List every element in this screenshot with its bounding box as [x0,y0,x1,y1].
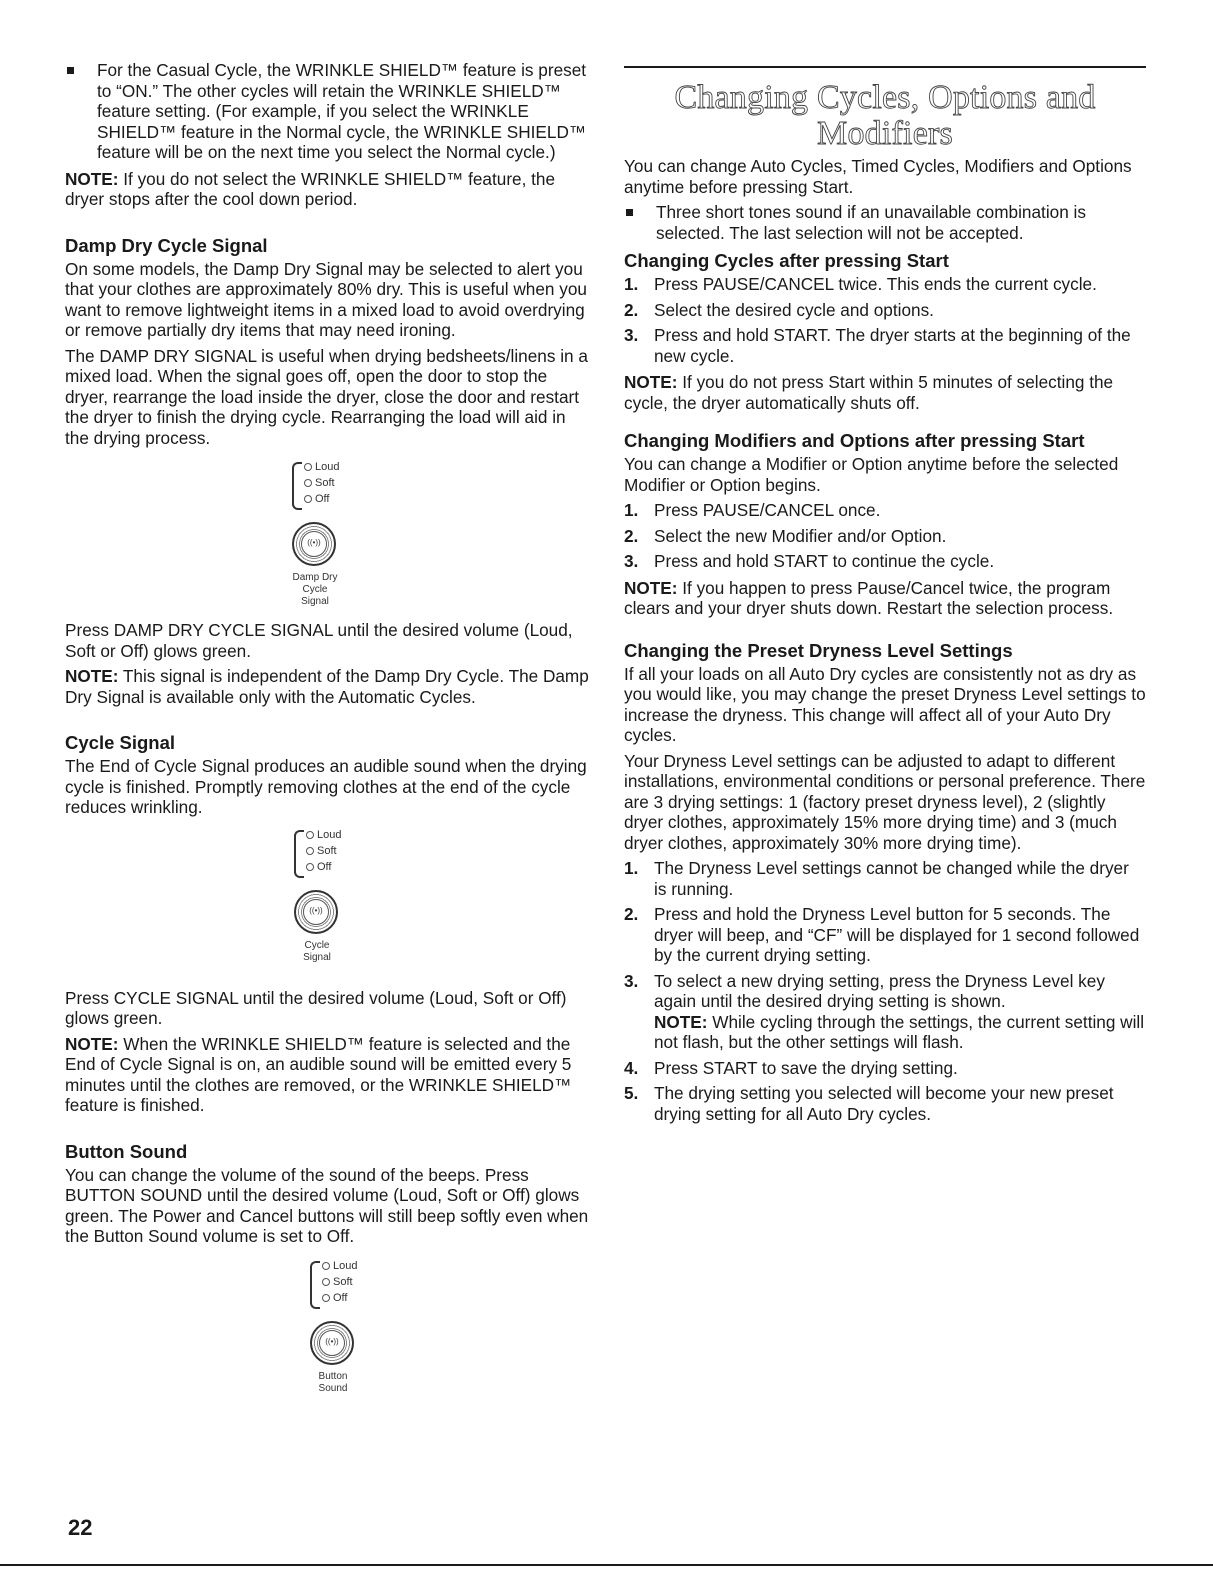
intro-bullet: For the Casual Cycle, the WRINKLE SHIELD™ feature is preset to “ON.” The other cycles will retain the WRINKLE SHIELD™ feature setting. (For example, if you select the WRINKLE SHIELD™ feature in the Normal cycle, the WRINKLE SHIELD™ feature will be on the next time you select the Normal cycle.) [65,60,590,163]
soft-indicator: Soft [306,844,337,859]
figure-caption: Cycle Signal [303,939,331,963]
after-start-heading: Changing Cycles after pressing Start [624,250,949,271]
step-item: 3. Press and hold START. The dryer starts at the beginning of the new cycle. [624,325,1131,366]
led-icon [304,495,312,503]
dryness-steps [624,858,1146,1124]
damp-dry-note: NOTE: This signal is independent of the Damp Dry Cycle. The Damp Dry Signal is available only with the Automatic Cycles. [65,666,589,707]
after-start-note: NOTE: If you do not press Start within 5 minutes of selecting the cycle, the dryer automatically shuts off. [624,372,1114,413]
loud-indicator: Loud [322,1259,357,1274]
cycle-signal-paragraph-1: The End of Cycle Signal produces an audible sound when the drying cycle is finished. Promptly removing clothes at the end of the cycle reduces wrinkling. [65,756,587,817]
led-icon [306,863,314,871]
damp-dry-paragraph-2: The DAMP DRY SIGNAL is useful when drying bedsheets/linens in a mixed load. When the signal goes off, open the door to stop the dryer, rearrange the load inside the dryer, close the door and restart the dryer to finish the drying cycle. Rearranging the load will aid in the drying process. [65,345,588,448]
modifiers-heading: Changing Modifiers and Options after pressing Start [624,430,1085,451]
cycle-signal-note: NOTE: When the WRINKLE SHIELD™ feature is selected and the End of Cycle Signal is on, an audible sound will be emitted every 5 minutes until the clothes are removed, or the WRINKLE SHIELD™ feature is finished. [65,1033,572,1115]
cycle-signal-paragraph-2: Press CYCLE SIGNAL until the desired volume (Loud, Soft or Off) glows green. [65,987,567,1028]
note-text: If you do not select the WRINKLE SHIELD™ feature, the dryer stops after the cool down period. [65,168,556,209]
damp-dry-paragraph-3: Press DAMP DRY CYCLE SIGNAL until the desired volume (Loud, Soft or Off) glows green. [65,620,573,661]
step-item: 4. Press START to save the drying setting. [624,1057,958,1078]
soft-indicator: Soft [304,476,335,491]
step-item: 2. Press and hold the Dryness Level button for 5 seconds. The dryer will beep, and “CF” will be displayed for 1 second followed by the current drying setting. [624,904,1140,965]
dryness-paragraph-2: Your Dryness Level settings can be adjusted to adapt to different installations, environmental conditions or personal preference. There are 3 drying settings: 1 (factory preset dryness level), 2 (slightly dryer clothes, approximately 15% more drying time) and 3 (much dryer clothes, approximately 30% more drying time). [624,750,1146,853]
right-column [624,60,1146,1130]
led-icon [304,463,312,471]
step-item: 3. To select a new drying setting, press the Dryness Level key again until the desired drying setting is shown. NOTE: While cycling through the settings, the current setting will not flash, but the other settings will flash. [624,970,1145,1052]
after-start-steps [624,274,1146,366]
bottom-rule [0,1564,1213,1566]
intro-note [65,169,590,210]
modifiers-note: NOTE: If you happen to press Pause/Cancel twice, the program clears and your dryer shuts down. Restart the selection process. [624,577,1114,618]
bracket-icon [292,462,302,510]
modifiers-paragraph: You can change a Modifier or Option anytime before the selected Modifier or Option begins. [624,454,1119,495]
figure-caption: Damp Dry Cycle Signal [292,572,338,607]
step-item: 2. Select the desired cycle and options. [624,299,934,320]
step-item: 2. Select the new Modifier and/or Option. [624,525,947,546]
loud-indicator: Loud [306,828,341,843]
button-sound-heading: Button Sound [65,1140,188,1162]
page-number: 22 [68,1515,93,1540]
step-item: 1. Press PAUSE/CANCEL twice. This ends the current cycle. [624,274,1097,294]
left-column [65,60,590,1419]
bracket-icon [310,1261,320,1309]
led-icon [304,479,312,487]
sound-button-icon: ((•)) [292,522,336,566]
led-icon [306,847,314,855]
figure-caption: Button Sound [318,1370,348,1394]
sound-button-icon: ((•)) [294,890,338,934]
intro-bullet-list [65,60,590,163]
step-item: 1. The Dryness Level settings cannot be changed while the dryer is running. [624,858,1129,899]
led-icon [322,1278,330,1286]
top-rule [624,66,1146,68]
soft-indicator: Soft [322,1275,353,1290]
damp-dry-heading: Damp Dry Cycle Signal [65,234,268,256]
loud-indicator: Loud [304,460,339,475]
off-indicator: Off [304,492,329,507]
step-item: 1. Press PAUSE/CANCEL once. [624,500,881,520]
led-icon [322,1294,330,1302]
led-icon [322,1262,330,1270]
button-sound-figure [308,1259,398,1409]
note-label: NOTE: [65,168,119,189]
led-icon [306,831,314,839]
section-title: Changing Cycles, Options and Modifiers [674,79,1096,152]
right-intro: You can change Auto Cycles, Timed Cycles, Modifiers and Options anytime before pressing Start. [624,156,1132,197]
step-item: 3. Press and hold START to continue the cycle. [624,551,995,571]
modifiers-steps [624,500,1146,572]
damp-dry-paragraph-1: On some models, the Damp Dry Signal may be selected to alert you that your clothes are approximately 80% dry. This is useful when you want to remove lightweight items in a mixed load to avoid overdrying or remove partially dry items that may need ironing. [65,258,587,340]
dryness-paragraph-1: If all your loads on all Auto Dry cycles are consistently not as dry as you would like, you may change the preset Dryness Level settings to increase the dryness. This change will affect all of your Auto Dry cycles. [624,663,1146,745]
off-indicator: Off [306,860,331,875]
step-item: 5. The drying setting you selected will become your new preset drying setting for all Auto Dry cycles. [624,1083,1114,1124]
button-sound-paragraph-1: You can change the volume of the sound of the beeps. Press BUTTON SOUND until the desired volume (Loud, Soft or Off) glows green. The Power and Cancel buttons will still beep softly even when the Button Sound volume is set to Off. [65,1164,589,1246]
bracket-icon [294,830,304,878]
off-indicator: Off [322,1291,347,1306]
right-bullet: Three short tones sound if an unavailable combination is selected. The last selection will not be accepted. [624,202,1146,243]
cycle-signal-heading: Cycle Signal [65,732,176,753]
right-bullet-list [624,202,1146,243]
sound-button-icon: ((•)) [310,1321,354,1365]
damp-dry-signal-figure [290,460,380,610]
cycle-signal-figure [292,828,382,978]
dryness-heading: Changing the Preset Dryness Level Settings [624,639,1013,661]
